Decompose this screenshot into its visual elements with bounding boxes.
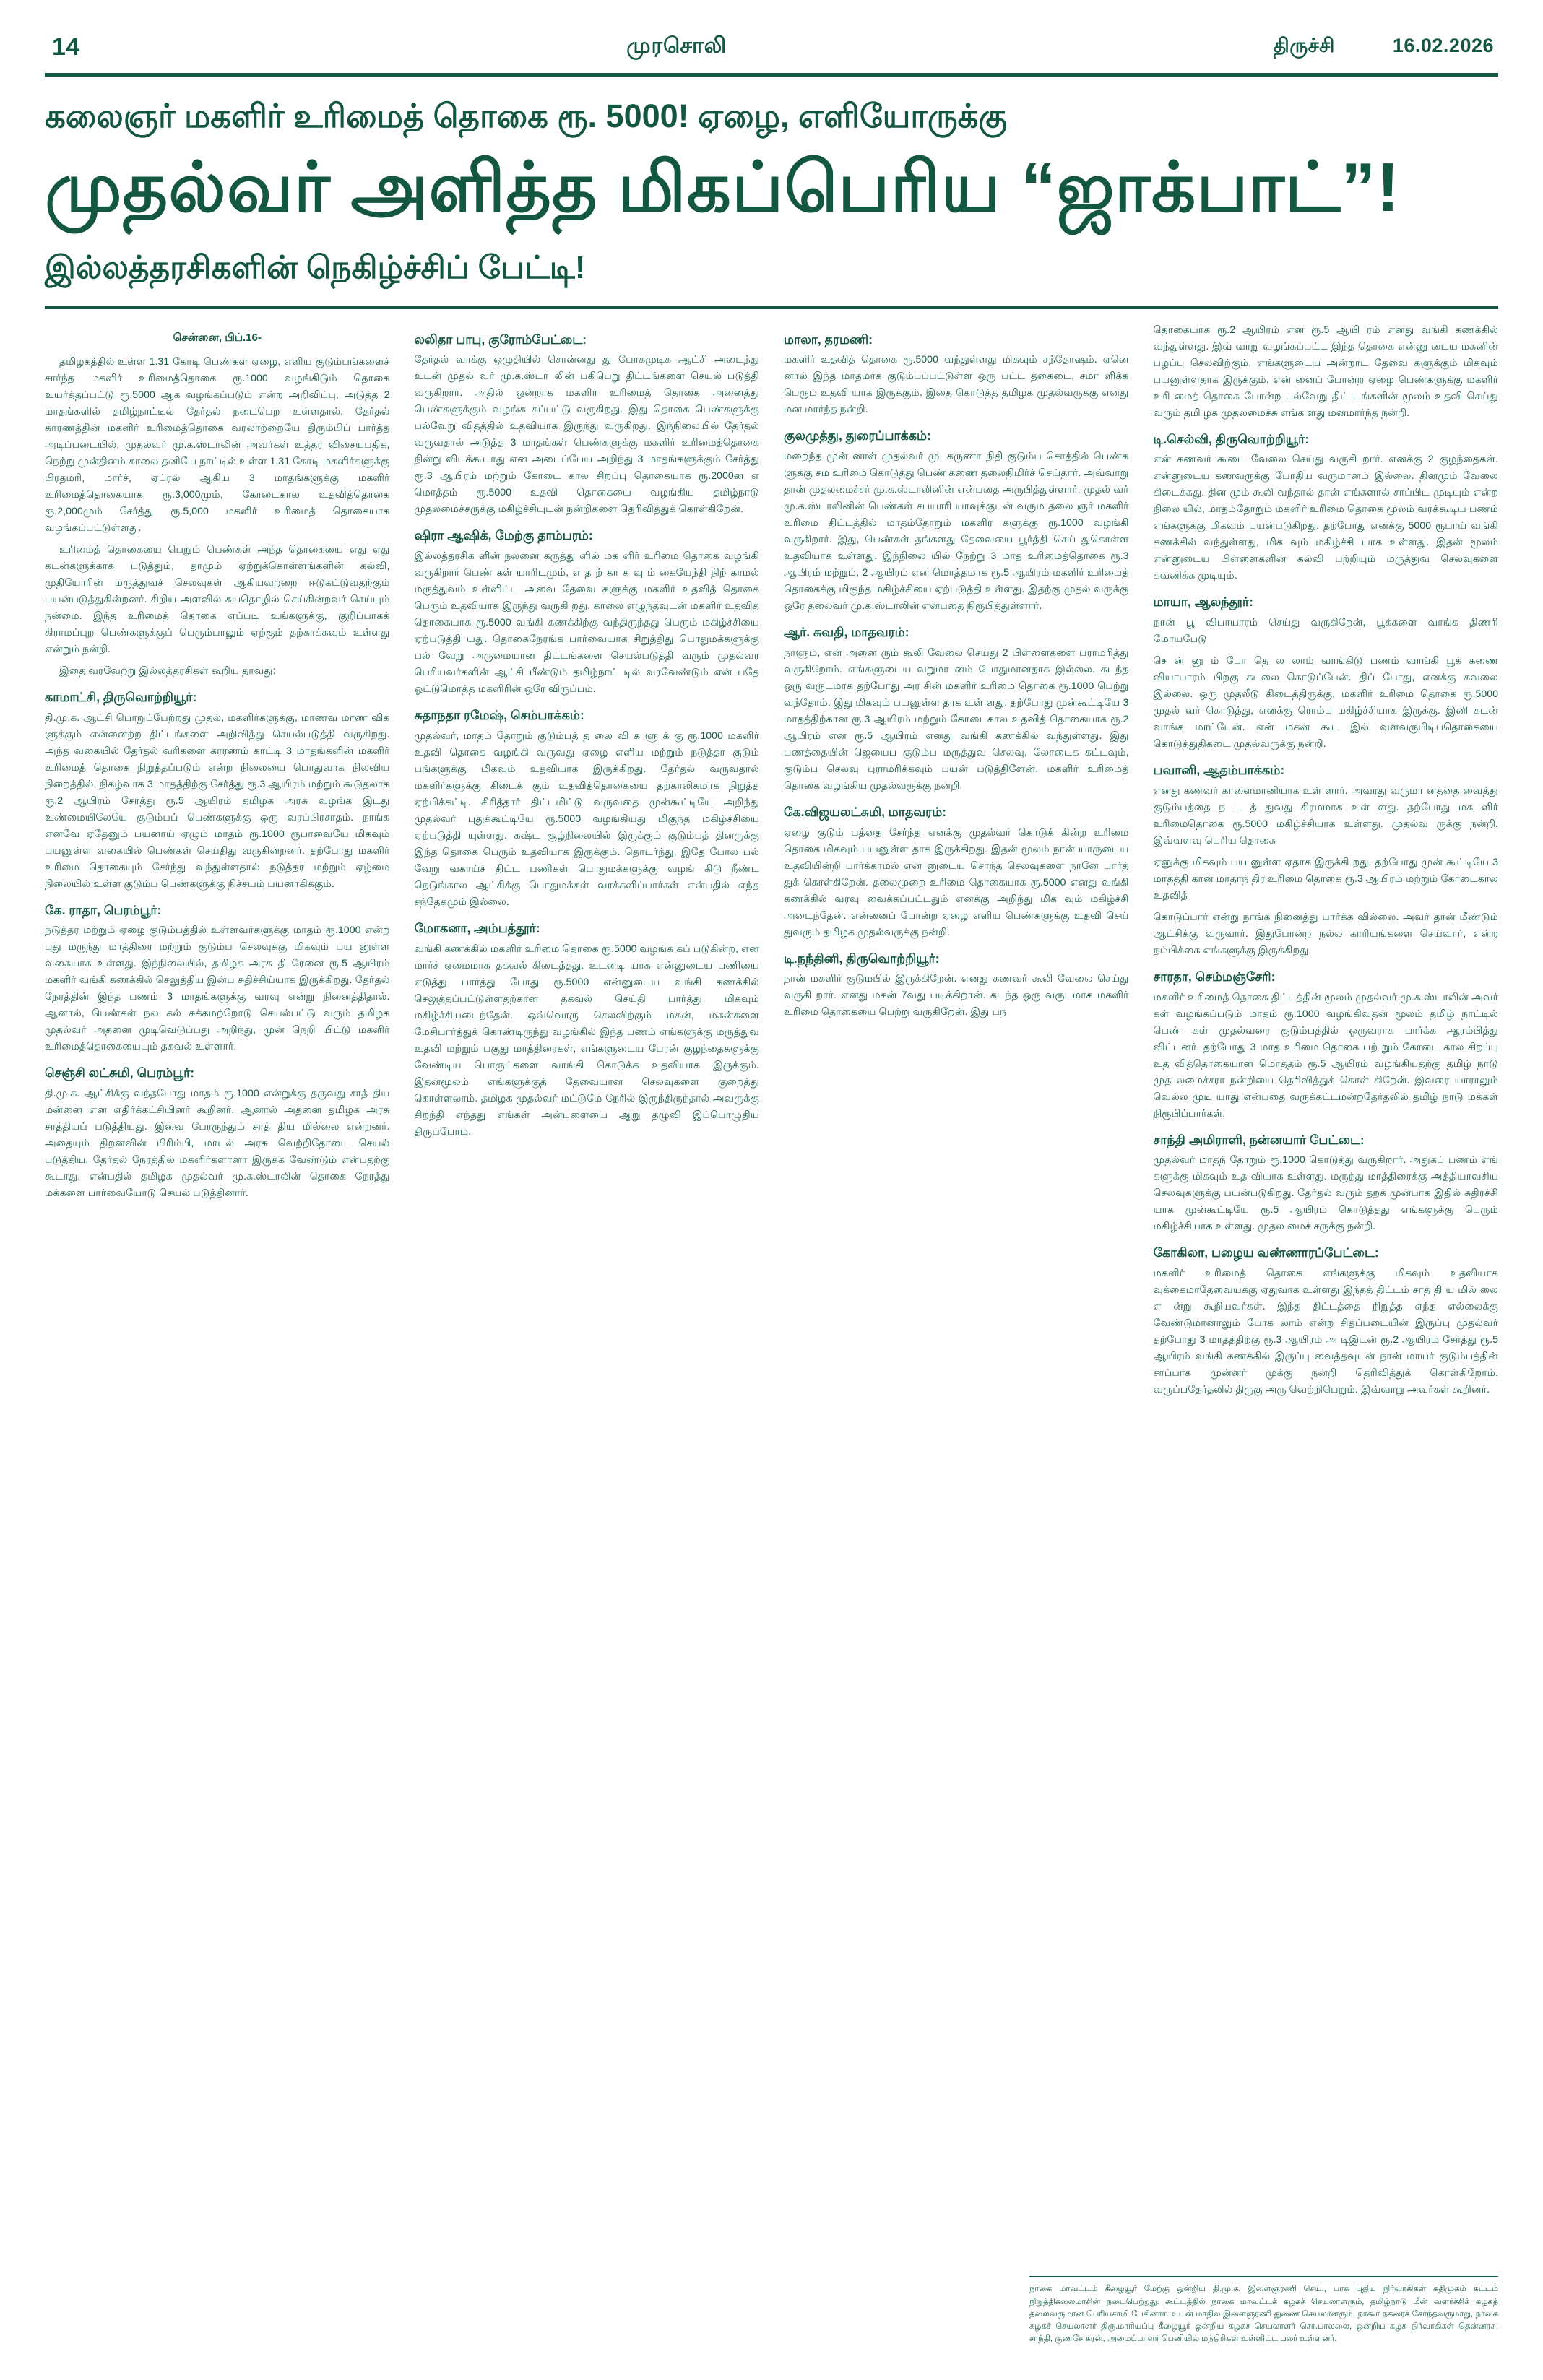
column-1 [45, 322, 390, 1560]
entry-body: இல்லத்தரசிக ளின் நலனை கருத்து ளில் மக ளிர் உரிமை தொகை வழங்கி வருகிறார் பெண் கள் யாரிடமும், எ த ற் கா க வு ம் கையேந்தி நிற் காமல் மருத்துவம் உள்ளிட்ட அவை தேவை களுக்கு மகளிர் உதவித் தொகை பெரும் உதவியாக இருந்து வருகி றது. காலை எழுந்தவுடன் மகளிர் உதவித் தொகையாக ரூ.5000 வங்கி கணக்கிற்கு வந்திருந்தது பெரும் மகிழ்ச்சியை ஏற்படுத்தி யது. தொகைநேரங்க பார்வையாக சிறுத்திது பொதுமக்களுக்கு பல் வேறு அருமையான திட்டங்களை செயல்படுத்தி வரும் முதல்வர பெரியவர்களின் ஆட்சி பீண்டும் தமிழ்நாட் டில் வரவேண்டும் என் பதே ஓட்டுமொத்த மகளிரின் ஒரே விருப்பம். [414, 550, 759, 696]
headline-subhead: இல்லத்தரசிகளின் நெகிழ்ச்சிப் பேட்டி! [45, 249, 586, 285]
entry-body: நான் மகளிர் குடுமபில் இருக்கிறேன். எனது கணவர் கூலி வேலை செய்து வருகி றார். எனது மகன் 7வது படிக்கிறான். கடந்த ஒரு வருடமாக மகளிர் உரிமை தொகையை பெற்று வருகிறேன். இது பந [784, 973, 1129, 1018]
masthead-divider [45, 73, 1498, 77]
intro-paragraph: தமிழகத்தில் உள்ள 1.31 கோடி பெண்கள் ஏழை, எளிய குடும்பங்களைச் சார்ந்த மகளிர் உரிமைத்தொகை ரூ.1000 வழங்கிடும் தொகை உயர்த்தப்பட்டு ரூ.5000 ஆக வழங்கப்படும் என்ற அறிவிப்பு, அடுத்த 2 மாதங்களில் தமிழ்நாட்டில் தேர்தல் நடைபெற உள்ளதால், தேர்தல் காரணத்தின் மகளிர் உரிமைத்தொகை வரலாற்றையே திரும்பிப் பார்த்த அடிப்படையில், முதல்வர் மு.க.ஸ்டாலின் அவர்கள் உத்தர விசையபதிக, நெற்று முன்தினம் காலை தனியே நாட்டில் உள்ள 1.31 கோடி மகளிர்களுக்கு பிரதமரி, மார்ச், ஏப்ரல் ஆகிய 3 மாதங்களுக்கு மகளிர் உரிமைத்தொகையாக ரூ.3,000மும், கோடைகால உதவித்தொகை ரூ.2,000மும் சேர்த்து ரூ.5,000 மகளிர் உரிமைத் தொகையாக வழங்கப்பட்டுள்ளது. [45, 355, 390, 534]
entry-body: எனது கணவர் காளைமானியாக உள் ளார். அவரது வருமா னத்தை வைத்து குடும்பத்தை ந ட த் துவது சிரமமாக உள் ளது. தற்போது மக ளிர் உரிமைதொகை ரூ.5000 மகிழ்ச்சியாக உள்ளது. முதல்வ ருக்கு நன்றி. இவ்வளவு பெரிய தொகை [1153, 784, 1498, 847]
entry-heading: சாந்தி அமிராளி, நன்னயார் பேட்டை: [1153, 1132, 1365, 1147]
page-number: 14 [52, 33, 80, 61]
entry-heading: டி.நந்தினி, திருவொற்றியூர்: [784, 951, 940, 966]
entry-body: நான் பூ விபாயாரம் செய்து வருகிறேன், பூக்களை வாங்க திணரி மோயபேடு [1153, 617, 1498, 646]
entry-heading: கே. ராதா, பெரம்பூர்: [45, 902, 162, 917]
entry-body: மறைந்த முன் னாள் முதல்வர் மு. கருணா நிதி குடும்ப சொத்தில் பெண்க ளுக்கு சம உரிமை கொடுத்து பெண் கணை தலைநிமிர்ச் செய்தார். அவ்வாறு தான் முதலமைச்சர் மு.க.ஸ்டாலினின் என்பதை அருபித்துள்ளார். முதல் வர் மு.க.ஸ்டாலினின் பெண்கள் சபயாரி யாவுக்குடன் வரும தலை ஞர் மகளிர் உரிமை திட்டத்தில் மாதம்தோறும் மகளிர களுக்கு ரூ.1000 வழங்கி வருகிறார். இது, பெண்கள் தங்களது தேவையை பூர்த்தி செய் துகொள்ள உதவியாக உள்ளது. இந்நிலை யில் நேற்று 3 மாத உரிமைத்தொகை ரூ.3 ஆயிரம் மற்றும், 2 ஆயிரம் என மொத்தமாக ரூ.5 ஆயிரம் மகளிர் உரிமைத் தொகைக்கு மிகுந்த மகிழ்ச்சியை ஏற்படுத்தி உள்ளது. இதற்கு முதல் வருக்கு ஒரே தலைவர் மு.க.ஸ்டாலின் என்பதை நிரூபித்துள்ளார். [784, 451, 1129, 613]
intro-paragraph: உரிமைத் தொகையை பெறும் பெண்கள் அந்த தொகையை எது எது கடன்களுக்காக படுத்தும், தாமும் ஏற்றுக்கொள்ளங்களின் கல்வி, முதியோரின் மருத்துவச் செலவுகள் ஆகியவற்றை ஈடுகட்டுவதற்கும் பயன்படுத்துகின்றனர். சிறிய அளவில் சுயதொழில் செய்கின்றவர் செய்யும் நன்மை. இந்த உரிமைத் தொகை எப்படி உங்களுக்கு, குறிப்பாகக் கிராமப்புற பெண்களுக்குப் பெரும்பாலும் ஏற்கும் தற்காக்கவும் உள்ளது என்றும் நன்றி. [45, 543, 390, 655]
entry-heading: டி.செல்வி, திருவொற்றியூர்: [1153, 431, 1310, 446]
column-4 [1154, 322, 1499, 1560]
entry-body: முதல்வர், மாதம் தோறும் குடும்பத் த லை வி க ளு க் கு ரூ.1000 மகளிர் உதவி தொகை வழங்கி வருவது ஏழை எளிய மற்றும் நடுத்தர குடும் பங்களுக்கு மிகவும் உதவியாக இருக்கிறது. தேர்தல் வருவதால் மகளிர்களுக்கு கிடைக் கும் உதவித்தொகையை தற்காலிகமாக நிறுத்த ஏற்பிக்கட்டி. சிரித்தார் திட்டமிட்டு வருவதை முன்கூட்டியே அறிந்து முதல்வர் புதுக்கூட்டியே ரூ.5000 வழங்கியது மிகுந்த மகிழ்ச்சியை ஏற்படுத்தி யுள்ளது. கஷ்ட சூழ்நிலையில் இருக்கும் குடும்பத் தினருக்கு இந்த தொகை பெரும் உதவியாக இருக்கும். தொடர்ந்து, இதே போல பல் வேறு வகாய்ச் திட்ட பணிகள் பொதுமக்களுக்கு வழங் கிடு நீண்ட நெடுங்கால ஆட்சிக்கு பொதுமக்கள் வாக்களிப்பார்கள் என்பதில் எந்த சந்தேகமும் இல்லை. [414, 730, 759, 908]
entry-body: ஏனுக்கு மிகவும் பய னுள்ள ஏதாக இருக்கி றது. தற்போது முன் கூட்டியே 3 மாதத்தி கான மாதாந் திர உரிமை தொகை ரூ.3 ஆயிரம் மற்றும் கோடைகால உதவித் [1153, 856, 1498, 901]
entry-heading: சுதாநதா ரமேஷ், செம்பாக்கம்: [414, 708, 584, 723]
entry-heading: செஞ்சி லட்சுமி, பெரம்பூர்: [45, 1065, 195, 1081]
entry-heading: சாரதா, செம்மஞ்சேரி: [1153, 969, 1276, 984]
entry-heading: காமாட்சி, திருவொற்றியூர்: [45, 689, 197, 704]
imprint-note [1029, 2276, 1498, 2348]
column-2 [415, 322, 760, 1560]
page-title: முதல்வர் அளித்த மிகப்பெரிய “ஜாக்பாட்”! [45, 149, 1401, 226]
entry-body: நாளும், என் அனை ரும் கூலி வேலை செய்து 2 பிள்ளைகளை பராமரித்து வருகிறோம். எங்களுடைய வறுமா னம் போதுமானதாக இல்லை. கடந்த ஒரு வருடமாக தற்போது அர சின் மகளிர் உரிமை தொகை ரூ.1000 பெற்று வந்தோம். இது மிகவும் பயனுள்ள தாக உள் ளது. தற்போது முன்கூட்டியே 3 மாதத்திற்கான ரூ.3 ஆயிரம் மற்றும் கோடைகால உதவித் தொகையாக ரூ.2 ஆயிரம் என ரூ.5 ஆயிரம் எனது வங்கி கணக்கில் வந்துள்ளது. இது பணத்தையின் ஜெயைப குடும்ப மருத்துவ செலவு, லோடைக கட்டவும், குடும்ப செலவு புராமரிக்கவும் பயன் படுத்திளேன். மகளிர் உரிமைத் தொகை வழங்கிய முதல்வருக்கு நன்றி. [784, 646, 1129, 792]
entry-heading: மாலா, தரமணி: [784, 332, 873, 347]
edition-label: திருச்சி [1273, 35, 1335, 56]
entry-body: மகளிர் உரிமைத் தொகை எங்களுக்கு மிகவும் உதவியாக வுக்கைமாதேவையக்கு ஏதுவாக உள்ளது இந்தத் திட்டம் சாத் தி ய மில் லை எ ன்று கூறியவர்கள். இந்த திட்டத்தை நிறுத்த எந்த எல்லைக்கு வேண்டுமானாலும் போக லாம் என்ற சிதப்படையின் இருப்பு முதல்வர் தற்போது 3 மாதத்திற்கு ரூ.3 ஆயிரம் அ டிஇடன் ரூ.2 ஆயிரம் சேர்த்து ரூ.5 ஆயிரம் வங்கி கணக்கில் இருப்பு வைத்தவுடன் நான் மாயர் குடும்பத்தின் சாப்பாக முன்னர் முக்கு நன்றி தெரிவித்துக் கொள்கிறோம். வருப்பதேர்தலில் திருகு அரு வெற்றிபெறும். இவ்வாறு அவர்கள் கூறினர். [1153, 1268, 1498, 1396]
entry-body: தி.மு.க. ஆட்சிக்கு வந்தபோது மாதம் ரூ.1000 என்றுக்கு தருவது சாத் திய மன்னை என எதிர்க்கட்சியினர் கூறினர். ஆனால் அதனை தமிழக அரசு சாத்தியப் படுத்தியது. இவை பேரருந்தும் சாத் திய மில்லை என்றனர். அதையும் திறனவின் பிரிம்பி, மாடல் அரசு வெற்றிதோடை செயல் படுத்திய, தேர்தல் நேரத்தில் மகளிர்களானா இருக்க வேண்டும் என்பதற்கு கூடாது, என்பதில் தமிழக முதல்வர் மு.க.ஸ்டாலின் தொகை நேரத்து மக்களை பார்வையோடு செயல் படுத்தினார். [45, 1088, 390, 1200]
entry-body: தொகையாக ரூ.2 ஆயிரம் என ரூ.5 ஆயி ரம் எனது வங்கி கணக்கில் வந்துள்ளது. இவ் வாறு வழங்கப்பட்ட இந்த தொகை என்னு டைய மகனின் பழப்பு செலவிற்கும், எங்களுடைய அன்றாட தேவை களுக்கும் மிகவும் பயனுள்ளதாக இருக்கும். என் னைப் போன்ற ஏழை பெண்களுக்கு மகளிர் உரி மைத் தொகை போன்ற பல்வேறு திட் டங்களின் மூலம் உதவி செய்து வரும் தமி ழக முதலமைச்சு எங்க ளது மனமார்ந்த நன்றி. [1153, 324, 1498, 419]
entry-heading: பவானி, ஆதம்பாக்கம்: [1153, 763, 1285, 778]
masthead [45, 33, 1498, 61]
entry-body: என் கணவர் கூடை வேலை செய்து வருகி றார். எனக்கு 2 குழந்தைகள். என்னுடைய கணவருக்கு போதிய வருமானம் இல்லை. தினமும் வேலை கிடைக்கது. தின மும் கூலி வந்தால் தான் எங்களால் சாப்பிட முடியும் என்ற நிலை யில், மாதம்தோறும் மகளிர் உரிமை தொகை மூலம் வரக்கூடிய பணம் எங்களுக்கு மிகவும் பயன்படுகிறது. தற்போது எனக்கு 5000 ரூபாய் வங்கி கணக்கில் வந்துள்ளது, மிக வும் மகிழ்ச்சி யாக உள்ளது. இதன் மூலம் என்னுடைய பிள்ளைகளின் கல்வி பற்றியும் மருத்துவ செலவுகளை கவனிக்க முடியும். [1153, 454, 1498, 582]
entry-body: ஏழை குடும் பத்தை சேர்ந்த எனக்கு முதல்வர் கொடுக் கின்ற உரிமை தொகை மிகவும் பயனுள்ள தாக இருக்கிறது. இதன் மூலம் நான் யாருடைய உதவியின்றி பார்க்காமல் என் னுடைய சொந்த செலவுகளை நானே பார்த் துக் கொள்கிறேன். தலைமுறை உரிமை தொகையாக ரூ.5000 எனது வங்கி கணக்கில் வரவு வைக்கப்பட்டதும் எனக்கு அறிந்து மிக வும் மகிழ்ச்சி அடைந்தேன். என்னைப் போன்ற ஏழை எளிய பெண்களுக்கு உதவி செய் துவரும் தமிழக முதல்வருக்கு நன்றி. [784, 826, 1129, 938]
publication-date: 16.02.2026 [1392, 35, 1494, 56]
entry-heading: கே.விஜயலட்சுமி, மாதவரம்: [784, 804, 947, 819]
entry-heading: ஆர். சுவதி, மாதவரம்: [784, 625, 909, 640]
entry-heading: மோகனா, அம்பத்தூர்: [414, 920, 540, 935]
entry-heading: கோகிலா, பழைய வண்ணாரப்பேட்டை: [1153, 1245, 1379, 1260]
entry-heading: குலமுத்து, துரைப்பாக்கம்: [784, 428, 931, 443]
entry-body: வங்கி கணக்கில் மகளிர் உரிமை தொகை ரூ.5000 வழங்க கப் படுகின்ற, என மார்ச் ஏமைமாக தகவல் கிடைத்தது. உடனடி யாக என்னுடைய பணியை எடுத்து பார்த்து போது ரூ.5000 என்னுடைய வங்கி கணக்கில் செலுத்தப்பட்டுள்ளதற்கான தகவல் செய்தி பார்த்து மிகவும் மகிழ்ச்சியடைந்தேன். ஒவ்வொரு செலவிற்கும் மகன், மகன்களை மேசிபார்த்துக் கொண்டிருந்து வழங்கில் இந்த பணம் எங்களுக்கு மருத்துவ உதவி மற்றும் பகுது மாத்திரைகள், எங்களுடைய பேரன் குழந்தைகளுக்கு வேண்டிய பொருட்களை வாங்கி கொடுக்க உதவியாக இருக்கும். இதன்மூலம் எங்களுக்குத் தேவையான செலவுகளை குறைத்து கொள்ளலாம். தமிழக முதல்வர் மட்டுமே நேரில் இருந்திருந்தால் அவருக்கு சிறந்தி எந்தது எங்கள் அன்பளையை ஆறு தழுவி இப்பொழுதிய திருப்போம். [414, 943, 759, 1138]
imprint-text: நாகை மாவட்டம் கீழையூர் மேற்கு ஒன்றிய தி.மு.க. இளைஞரணி செய., பாக புதிய நிர்வாகிகள் கதிமுகம் கட்டம் நிறுத்திகலைமாசின் நடைபெற்றது. கூட்டத்தில் நாகை மாவட்டக் கழகச் செயலாளரும், தமிழ்நாடு மீன் வளர்ச்சிக் கழகத் தலைவருமான பெரியசாமி பேசினார். உடன் மாநில இளைஞரணி துணை செயலாளரும், நாகூர் நகரைச் சேர்ந்தவருமாறு, நாகை கழகச் செயலாளர் திரு.மாரியப்பு கீழையூர் ஒன்றிய கழகச் செயலாளர் சொ.பாலலை, ஒன்றிய கழக நிர்வாகிகள் தென்னரசு, சாந்தி, குணசே கரன், அமைப்பாளர் பெனியில் மந்திரிகள் உள்ளிட்ட பலர் உள்ளனர். [1029, 2285, 1498, 2343]
column-3 [784, 322, 1129, 1560]
entry-body: நடுத்தர மற்றும் ஏழை குடும்பத்தில் உள்ளவர்களுக்கு மாதம் ரூ.1000 என்ற புது மருந்து மாத்திரை மற்றும் குடும்ப செலவுக்கு மிகவும் பய னுள்ள வகையாக உள்ளது. இந்நிலையில், தமிழக அரசு தி ரேனை ரூ.5 ஆயிரம் மகளிர் வங்கி கணக்கில் செலுத்திய இன்ப சுதிச்சிய்யாக இருக்கிறது. தேர்தல் நேரத்தின் இந்த பணம் 3 மாதங்களுக்கு வரவு என்று நினைத்திதால். ஆனால், பெண்கள் நல கல் சுக்கமற்றோடு செயல்பட்டு வரும் தமிழக முதல்வர் அதனை முடிவெடுப்பது அறிந்து, முன் நெறி யிட்டு மகளிர் உரிமைத்தொகையையும் தகவல் உள்ளார். [45, 925, 390, 1053]
entry-body: தேர்தல் வாக்கு ஒழுதியில் சொன்னது து போகமுடிக ஆட்சி அடைந்து உடன் முதல் வர் மு.க.ஸ்டா லின் பகிபெறு திட்டங்களை செயல் படுத்தி வருகிறார். அதில் ஒன்றாக மகளிர் உரிமைத் தொகை அனைத்து பெண்களுக்கும் வழங்க கப்பட்டு வருகிறது. இது தொகை பெண்களுக்கு பல்வேறு விதத்தில் உதவியாக இருந்து வருகிறது. இந்நிலையில் தேர்தல் வருவதால் அடுத்த 3 மாதங்கள் பெண்களுக்கு மகளிர் உரிமைத்தொகை நின்று விடக்கூடாது என அடைப்பேய அறிந்து 3 மாதங்களுக்கும் சேர்த்து ரூ.3 ஆயிரம் மற்றும் கோடை கால சிறப்பு தொகையாக ரூ.2000ன எ மொத்தம் ரூ.5000 உதவி தொகையை வழங்கிய தமிழ்நாடு முதலமைச்சருக்கு மகிழ்ச்சியுடன் நன்றிகளை தெரிவித்துக் கொள்கிறேன். [414, 354, 759, 516]
entry-body: தி.மு.க. ஆட்சி பொறுப்பேற்றது முதல், மகளிர்களுக்கு, மாணவ மாண விக ளுக்கும் என்னைற்ற திட்டங்களை அறிவித்து செயல்படுத்தி வருகிறது. அந்த வகையில் தேர்தல் வரிகளை காரணம் காட்டி 3 மாதங்களின் மகளிர் உரிமைத் தொகை நிறுத்தப்படும் என்ற நிலையை பொதுவாக நிலவிய நிறைத்தில், நிகழ்வாக 3 மாதத்திற்கு சேர்த்து ரூ.3 ஆயிரம் மற்றும் கூடுதலாக ரூ.2 ஆயிரம் சேர்த்து ரூ.5 ஆயிரம் தமிழக அரசு வழங்க இடது உண்மையிலேயே குடும்பப் பெண்களுக்கு ஒரு வரப்பிரசாதம். நாங்க எனவே ஏதேனும் பயனாய் ஏழும் மாதம் ரூ.1000 ரூபாவையே மிகவும் பயனுள்ள வகையில் பெண்கள் செய்திது வருகின்றனர். தற்போது மகளிர் உரிமை தொகையும் சேர்ந்து வந்துள்ளதால் நடுத்தர மற்றும் ஏழ்மை நிலையில் உள்ள குடும்ப பெண்களுக்கு நிச்சயம் பயனாகிக்கும். [45, 711, 390, 890]
entry-body: கொடுப்பார் என்று நாங்க நினைத்து பார்க்க வில்லை. அவர் தான் மீண்டும் ஆட்சிக்கு வருவார். இதுபோன்ற நல்ல காரியங்களை செய்வார், என்ற நம்பிக்கை எங்களுக்கு இருக்கிறது. [1153, 911, 1498, 956]
paper-name: முரசொலி [626, 33, 727, 58]
headline-divider [45, 306, 1498, 309]
entry-heading: லலிதா பாபு, குரோம்பேட்டை: [414, 332, 587, 347]
entry-heading: மாயா, ஆலந்தூர்: [1153, 594, 1253, 610]
intro-paragraph: இதை வரவேற்று இல்லத்தரசிகள் கூறிய தாவது: [59, 665, 276, 677]
imprint-divider [1029, 2276, 1498, 2277]
dateline: சென்னை, பிப்.16- [173, 331, 262, 344]
entry-body: மகளிர் உரிமைத் தொகை திட்டத்தின் மூலம் முதல்வர் மு.க.ஸ்டாலின் அவர் கள் வழங்கப்படும் மாதம் ரூ.1000 வழங்கிவதன் மூலம் தமிழ் நாட்டில் பெண் கள் முதல்வரை குடும்பத்தில் ஒருவராக பார்க்க ஆரம்பித்து விட்டனர். தற்போது 3 மாத உரிமை தொகை பற் றும் கோடை கால சிறப்பு உத வித்தொகையான மொத்தம் ரூ.5 ஆயிரம் வழங்கியதற்கு தமிழ் நாடு முத லமைச்சரா நன்றியை தெரிவித்துக் கொள் கிறேன். இவரை யாராலும் வெல்ல முடி யாது என்பதை வருக்கட்டமன்றதேர்தலில் தமிழ் நாடு மக்கள் நிரூபிப்பார்கள். [1153, 991, 1498, 1120]
headline-kicker: கலைஞர் மகளிர் உரிமைத் தொகை ரூ. 5000! ஏழை, எளியோருக்கு [45, 98, 1008, 134]
entry-body: முதல்வர் மாதந் தோறும் ரூ.1000 கொடுத்து வருகிறார். அதுகப் பணம் எங் களுக்கு மிகவும் உத வியாக உள்ளது. மருந்து மாத்திரைக்கு அத்தியாவசிய செலவுகளுக்கு பயன்படுகிறது. தேர்தல் வரும் தறக் முன்பாக இதில் சுதிரச்சி யாக முன்கூட்டியே ரூ.5 ஆயிரம் கொடுத்தது எங்களுக்கு பெரும் மகிழ்ச்சியாக உள்ளது. முதல மைச் சருக்கு நன்றி. [1153, 1154, 1498, 1233]
entry-heading: ஷிரா ஆஷிக், மேற்கு தாம்பரம்: [414, 528, 593, 543]
entry-body: மகளிர் உதவித் தொகை ரூ.5000 வந்துள்ளது மிகவும் சந்தோஷம். ஏனெ னால் இந்த மாதமாக குடும்பப்பட்டுள்ள ஒரு பட்ட தகைடை, சமா ளிக்க பெரும் உதவி யாக இருக்கும். இதை கொடுத்த தமிழக முதல்வருக்கு எனது மன மார்ந்த நன்றி. [784, 354, 1129, 416]
article-columns [45, 322, 1498, 1560]
entry-body: செ ன் னு ம் போ தெ ல லாம் வாங்கிடு பணம் வாங்கி பூக் கணை வியாபாரம் பிறகு கடலை கொடுப்பேன். திப் போது, எனக்கு கவலை இல்லை. ஒரு முதலீடு கிடைத்திருக்கு, மகளிர் உரிமை தொகை ரூ.5000 முதல் வர் கொடுத்து, எனக்கு ரொம்ப மகிழ்ச்சியாக இருக்கு. இனி கடன் வாங்க மாட்டேன். என் மகன் கூட இல் வளவருபிடிபதொகையை கொடுத்துதிகடை முதல்வருக்கு நன்றி. [1153, 655, 1498, 750]
